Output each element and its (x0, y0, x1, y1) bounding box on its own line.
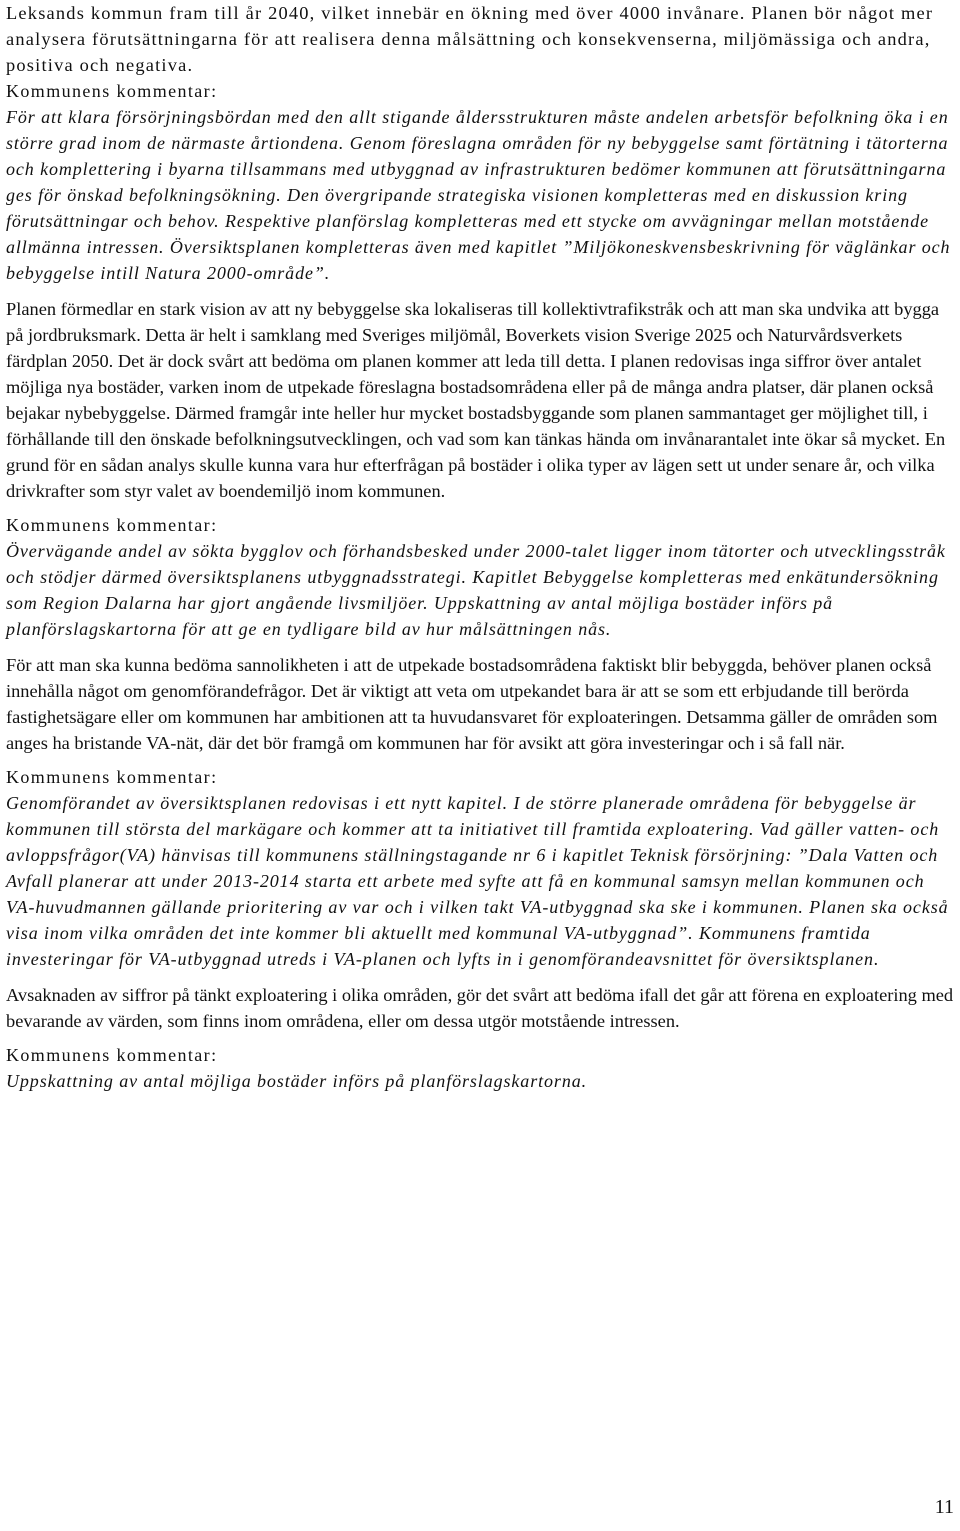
comment-paragraph: Övervägande andel av sökta bygglov och förhandsbesked under 2000-talet ligger inom tätorter och utvecklingsstråk och stödjer därmed översiktsplanens utbyggnadsstrategi. Kapitlet Bebyggelse kompletteras med enkätundersökning som Region Dalarna har gjort angående livsmiljöer. Uppskattning av antal möjliga bostäder införs på planförslagskartorna för att ge en tydligare bild av hur målsättningen nås. (6, 541, 946, 639)
spacer (6, 286, 954, 296)
comment-heading: Kommunens kommentar: (6, 515, 218, 535)
page-number: 11 (934, 1496, 954, 1518)
spacer (6, 504, 954, 512)
paragraph-body: För att man ska kunna bedöma sannolikheten i att de utpekade bostadsområdena faktiskt blir bebyggda, behöver planen också innehålla något om genomförandefrågor. Det är viktigt att veta om utpekandet bara är att se som ett erbjudande till berörda fastighetsägare eller om kommunen har ambitionen att ta huvudansvaret för exploateringen. Detsamma gäller de områden som anges ha bristande VA-nät, där det bör framgå om kommunen har för avsikt att göra investeringar och i så fall när. (6, 655, 938, 753)
comment-heading: Kommunens kommentar: (6, 767, 218, 787)
document-page (6, 0, 954, 1094)
comment-paragraph: För att klara försörjningsbördan med den allt stigande åldersstrukturen måste andelen arbetsför befolkning öka i en större grad inom de närmaste årtiondena. Genom föreslagna områden för ny bebyggelse samt förtätning i tätorterna och komplettering i byarna tillsammans med utbyggnad av infrastrukturen bedömer kommunen att förutsättningarna ges för önskad befolkningsökning. Den övergripande strategiska visionen kompletteras med en diskussion kring förutsättningar och behov. Respektive planförslag kompletteras med ett stycke om avvägningar mellan motstående allmänna intressen. Översiktsplanen kompletteras även med kapitlet ”Miljökoneskvensbeskrivning för väglänkar och bebyggelse intill Natura 2000-område”. (6, 107, 951, 283)
paragraph-body: Avsaknaden av siffror på tänkt exploatering i olika områden, gör det svårt att bedöma ifall det går att förena en exploatering med bevarande av värden, som finns inom områdena, eller om dessa utgör motstående intressen. (6, 985, 954, 1031)
comment-paragraph: Uppskattning av antal möjliga bostäder införs på planförslagskartorna. (6, 1071, 588, 1091)
spacer (6, 756, 954, 764)
paragraph-body: Planen förmedlar en stark vision av att ny bebyggelse ska lokaliseras till kollektivtrafikstråk och att man ska undvika att bygga på jordbruksmark. Detta är helt i samklang med Sveriges miljömål, Boverkets vision Sverige 2025 och Naturvårdsverkets färdplan 2050. Det är dock svårt att bedöma om planen kommer att leda till detta. I planen redovisas inga siffror över antalet möjliga nya bostäder, varken inom de utpekade föreslagna bostadsområdena eller på de många andra platser, där planen också bejakar nybebyggelse. Därmed framgår inte heller hur mycket bostadsbyggande som planen sammantaget ger möjlighet till, i förhållande till den önskade befolkningsutvecklingen, och vad som kan tänkas hända om invånarantalet inte ökar så mycket. En grund för en sådan analys skulle kunna vara hur efterfrågan på bostäder i olika typer av lägen sett ut under senare år, och vilka drivkrafter som styr valet av boendemiljö inom kommunen. (6, 299, 946, 501)
comment-paragraph: Genomförandet av översiktsplanen redovisas i ett nytt kapitel. I de större planerade områdena för bebyggelse är kommunen till största del markägare och kommer att ta initiativet till framtida exploatering. Vad gäller vatten- och avloppsfrågor(VA) hänvisas till kommunens ställningstagande nr 6 i kapitlet Teknisk försörjning: ”Dala Vatten och Avfall planerar att under 2013-2014 starta ett arbete med syfte att få en kommunal samsyn mellan kommunen och VA-huvudmannen gällande prioritering av var och i vilken takt VA-utbyggnad ska ske i kommunen. Planen ska också visa inom vilka områden det inte kommer bli aktuellt med kommunal VA-utbyggnad”. Kommunens framtida investeringar för VA-utbyggnad utreds i VA-planen och lyfts in i genomförandeavsnittet för översiktsplanen. (6, 793, 949, 969)
comment-heading: Kommunens kommentar: (6, 81, 218, 101)
comment-heading: Kommunens kommentar: (6, 1045, 218, 1065)
spacer (6, 972, 954, 982)
spacer (6, 1034, 954, 1042)
paragraph-intro: Leksands kommun fram till år 2040, vilket innebär en ökning med över 4000 invånare. Planen bör något mer analysera förutsättningarna för att realisera denna målsättning och konsekvenserna, miljömässiga och andra, positiva och negativa. (6, 3, 934, 75)
spacer (6, 642, 954, 652)
